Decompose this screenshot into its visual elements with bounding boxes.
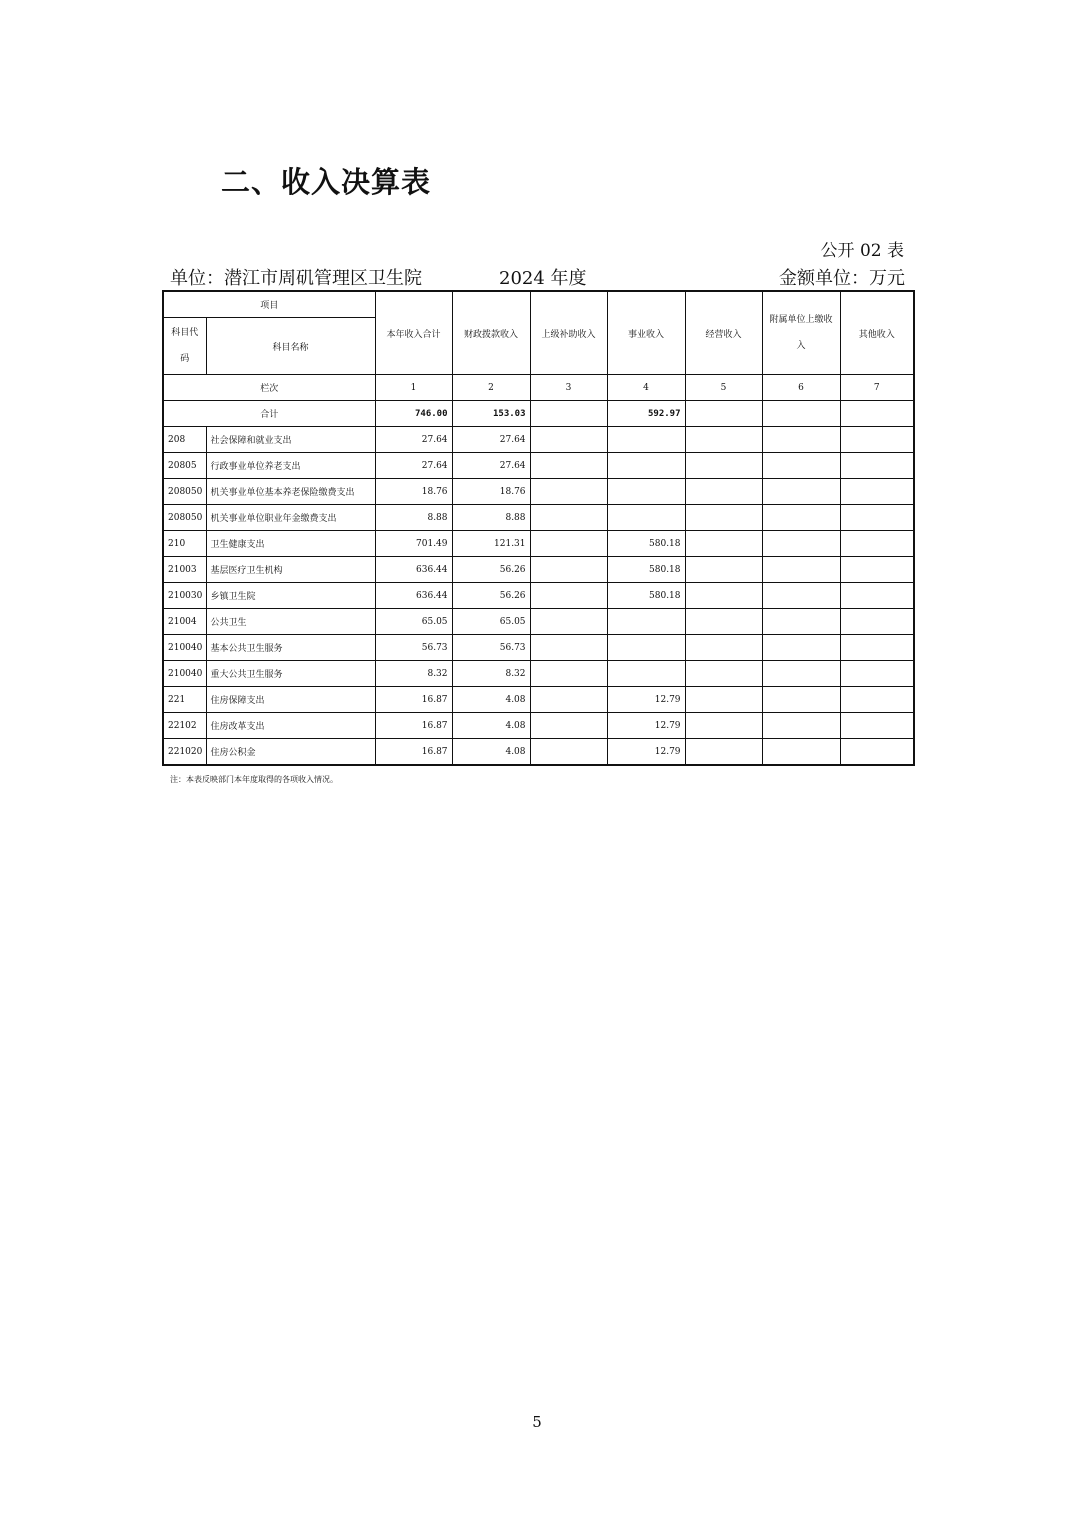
income-table	[162, 290, 915, 766]
header-col-3: 上级补助收入	[530, 291, 607, 375]
row-value-col-2: 56.73	[452, 635, 530, 661]
row-value-col-5	[685, 583, 762, 609]
row-value-col-2: 56.26	[452, 583, 530, 609]
table-row	[163, 713, 914, 739]
row-value-col-3	[530, 739, 607, 766]
row-value-col-7	[840, 661, 914, 687]
table-row	[163, 557, 914, 583]
row-value-col-5	[685, 453, 762, 479]
row-value-col-1: 636.44	[375, 557, 452, 583]
row-code: 221020	[163, 739, 206, 766]
row-value-col-1: 27.64	[375, 453, 452, 479]
table-row	[163, 453, 914, 479]
header-col-7: 其他收入	[840, 291, 914, 375]
row-value-col-3	[530, 583, 607, 609]
page-title: 二、收入决算表	[221, 165, 432, 199]
unit-label: 单位：潜江市周矶管理区卫生院	[170, 268, 422, 289]
row-value-col-5	[685, 635, 762, 661]
row-code: 210040	[163, 661, 206, 687]
table-row	[163, 739, 914, 766]
row-value-col-4	[607, 505, 685, 531]
col-number: 1	[375, 375, 452, 401]
total-value: 746.00	[375, 401, 452, 427]
row-value-col-5	[685, 739, 762, 766]
row-value-col-6	[762, 687, 840, 713]
total-value	[530, 401, 607, 427]
table-note: 注：本表反映部门本年度取得的各项收入情况。	[170, 775, 338, 784]
row-code: 210030	[163, 583, 206, 609]
row-value-col-2: 4.08	[452, 713, 530, 739]
row-value-col-4	[607, 635, 685, 661]
row-name: 基本公共卫生服务	[206, 635, 375, 661]
row-value-col-2: 65.05	[452, 609, 530, 635]
row-name: 基层医疗卫生机构	[206, 557, 375, 583]
row-value-col-4: 580.18	[607, 531, 685, 557]
row-value-col-3	[530, 557, 607, 583]
row-code: 21003	[163, 557, 206, 583]
row-value-col-3	[530, 505, 607, 531]
row-value-col-2: 56.26	[452, 557, 530, 583]
row-value-col-3	[530, 453, 607, 479]
row-name: 机关事业单位职业年金缴费支出	[206, 505, 375, 531]
unit-line	[170, 264, 905, 288]
table-code: 公开 02 表	[820, 241, 904, 261]
row-value-col-6	[762, 557, 840, 583]
row-value-col-6	[762, 635, 840, 661]
header-col-5: 经营收入	[685, 291, 762, 375]
row-value-col-7	[840, 479, 914, 505]
col-number: 3	[530, 375, 607, 401]
row-value-col-6	[762, 427, 840, 453]
row-name: 社会保障和就业支出	[206, 427, 375, 453]
table-row	[163, 479, 914, 505]
money-unit: 金额单位：万元	[779, 268, 905, 289]
header-col-2: 财政拨款收入	[452, 291, 530, 375]
row-value-col-1: 56.73	[375, 635, 452, 661]
row-name: 住房改革支出	[206, 713, 375, 739]
row-value-col-5	[685, 479, 762, 505]
row-value-col-4	[607, 661, 685, 687]
row-value-col-3	[530, 635, 607, 661]
row-value-col-5	[685, 531, 762, 557]
row-code: 208	[163, 427, 206, 453]
row-value-col-7	[840, 609, 914, 635]
row-value-col-2: 27.64	[452, 453, 530, 479]
row-name: 住房公积金	[206, 739, 375, 766]
row-value-col-4	[607, 427, 685, 453]
table-row	[163, 531, 914, 557]
row-value-col-5	[685, 661, 762, 687]
row-value-col-1: 8.32	[375, 661, 452, 687]
row-value-col-3	[530, 609, 607, 635]
row-code: 221	[163, 687, 206, 713]
row-value-col-4	[607, 453, 685, 479]
row-value-col-4: 580.18	[607, 557, 685, 583]
row-value-col-1: 18.76	[375, 479, 452, 505]
row-value-col-6	[762, 479, 840, 505]
col-number: 6	[762, 375, 840, 401]
row-value-col-3	[530, 479, 607, 505]
row-value-col-2: 18.76	[452, 479, 530, 505]
row-value-col-4	[607, 609, 685, 635]
row-value-col-5	[685, 427, 762, 453]
row-value-col-4: 580.18	[607, 583, 685, 609]
row-value-col-7	[840, 739, 914, 766]
row-value-col-6	[762, 453, 840, 479]
row-name: 行政事业单位养老支出	[206, 453, 375, 479]
row-value-col-7	[840, 453, 914, 479]
row-value-col-5	[685, 713, 762, 739]
row-value-col-2: 27.64	[452, 427, 530, 453]
row-name: 卫生健康支出	[206, 531, 375, 557]
row-value-col-6	[762, 739, 840, 766]
header-item: 项目	[163, 291, 375, 318]
row-value-col-6	[762, 583, 840, 609]
row-value-col-1: 701.49	[375, 531, 452, 557]
row-name: 公共卫生	[206, 609, 375, 635]
row-value-col-1: 16.87	[375, 739, 452, 766]
row-value-col-2: 8.32	[452, 661, 530, 687]
row-value-col-3	[530, 427, 607, 453]
row-value-col-2: 4.08	[452, 739, 530, 766]
row-value-col-7	[840, 557, 914, 583]
row-value-col-7	[840, 531, 914, 557]
row-value-col-1: 16.87	[375, 713, 452, 739]
row-code: 210040	[163, 635, 206, 661]
row-value-col-2: 8.88	[452, 505, 530, 531]
col-number: 2	[452, 375, 530, 401]
row-value-col-4: 12.79	[607, 713, 685, 739]
row-value-col-3	[530, 713, 607, 739]
row-value-col-4: 12.79	[607, 739, 685, 766]
table-row	[163, 635, 914, 661]
row-value-col-7	[840, 505, 914, 531]
row-name: 住房保障支出	[206, 687, 375, 713]
header-col-6: 附属单位上缴收入	[762, 291, 840, 375]
row-name: 机关事业单位基本养老保险缴费支出	[206, 479, 375, 505]
row-value-col-1: 65.05	[375, 609, 452, 635]
row-code: 21004	[163, 609, 206, 635]
total-label: 合计	[163, 401, 375, 427]
col-number: 7	[840, 375, 914, 401]
row-value-col-5	[685, 557, 762, 583]
row-value-col-6	[762, 531, 840, 557]
year-label: 2024 年度	[499, 268, 587, 289]
row-value-col-1: 8.88	[375, 505, 452, 531]
header-name: 科目名称	[206, 318, 375, 375]
row-code: 208050	[163, 505, 206, 531]
row-value-col-5	[685, 687, 762, 713]
row-value-col-1: 27.64	[375, 427, 452, 453]
table-row	[163, 661, 914, 687]
row-value-col-2: 4.08	[452, 687, 530, 713]
row-value-col-7	[840, 713, 914, 739]
row-value-col-1: 636.44	[375, 583, 452, 609]
col-number: 4	[607, 375, 685, 401]
total-value	[840, 401, 914, 427]
table-row	[163, 609, 914, 635]
row-value-col-1: 16.87	[375, 687, 452, 713]
total-value: 592.97	[607, 401, 685, 427]
table-row	[163, 687, 914, 713]
row-label: 栏次	[163, 375, 375, 401]
row-value-col-6	[762, 505, 840, 531]
table-row	[163, 505, 914, 531]
table-row	[163, 427, 914, 453]
row-code: 20805	[163, 453, 206, 479]
header-code: 科目代码	[163, 318, 206, 375]
header-col-1: 本年收入合计	[375, 291, 452, 375]
row-value-col-4	[607, 479, 685, 505]
row-value-col-7	[840, 427, 914, 453]
header-col-4: 事业收入	[607, 291, 685, 375]
col-number: 5	[685, 375, 762, 401]
total-value	[685, 401, 762, 427]
row-value-col-7	[840, 687, 914, 713]
row-code: 210	[163, 531, 206, 557]
row-value-col-6	[762, 661, 840, 687]
row-value-col-3	[530, 531, 607, 557]
row-code: 22102	[163, 713, 206, 739]
row-name: 乡镇卫生院	[206, 583, 375, 609]
total-value: 153.03	[452, 401, 530, 427]
table-row	[163, 583, 914, 609]
row-name: 重大公共卫生服务	[206, 661, 375, 687]
row-value-col-2: 121.31	[452, 531, 530, 557]
page-number: 5	[532, 1413, 542, 1431]
row-value-col-5	[685, 609, 762, 635]
row-value-col-7	[840, 635, 914, 661]
total-value	[762, 401, 840, 427]
row-value-col-3	[530, 661, 607, 687]
row-code: 208050	[163, 479, 206, 505]
row-value-col-7	[840, 583, 914, 609]
row-value-col-6	[762, 609, 840, 635]
row-value-col-3	[530, 687, 607, 713]
row-value-col-4: 12.79	[607, 687, 685, 713]
row-value-col-6	[762, 713, 840, 739]
row-value-col-5	[685, 505, 762, 531]
